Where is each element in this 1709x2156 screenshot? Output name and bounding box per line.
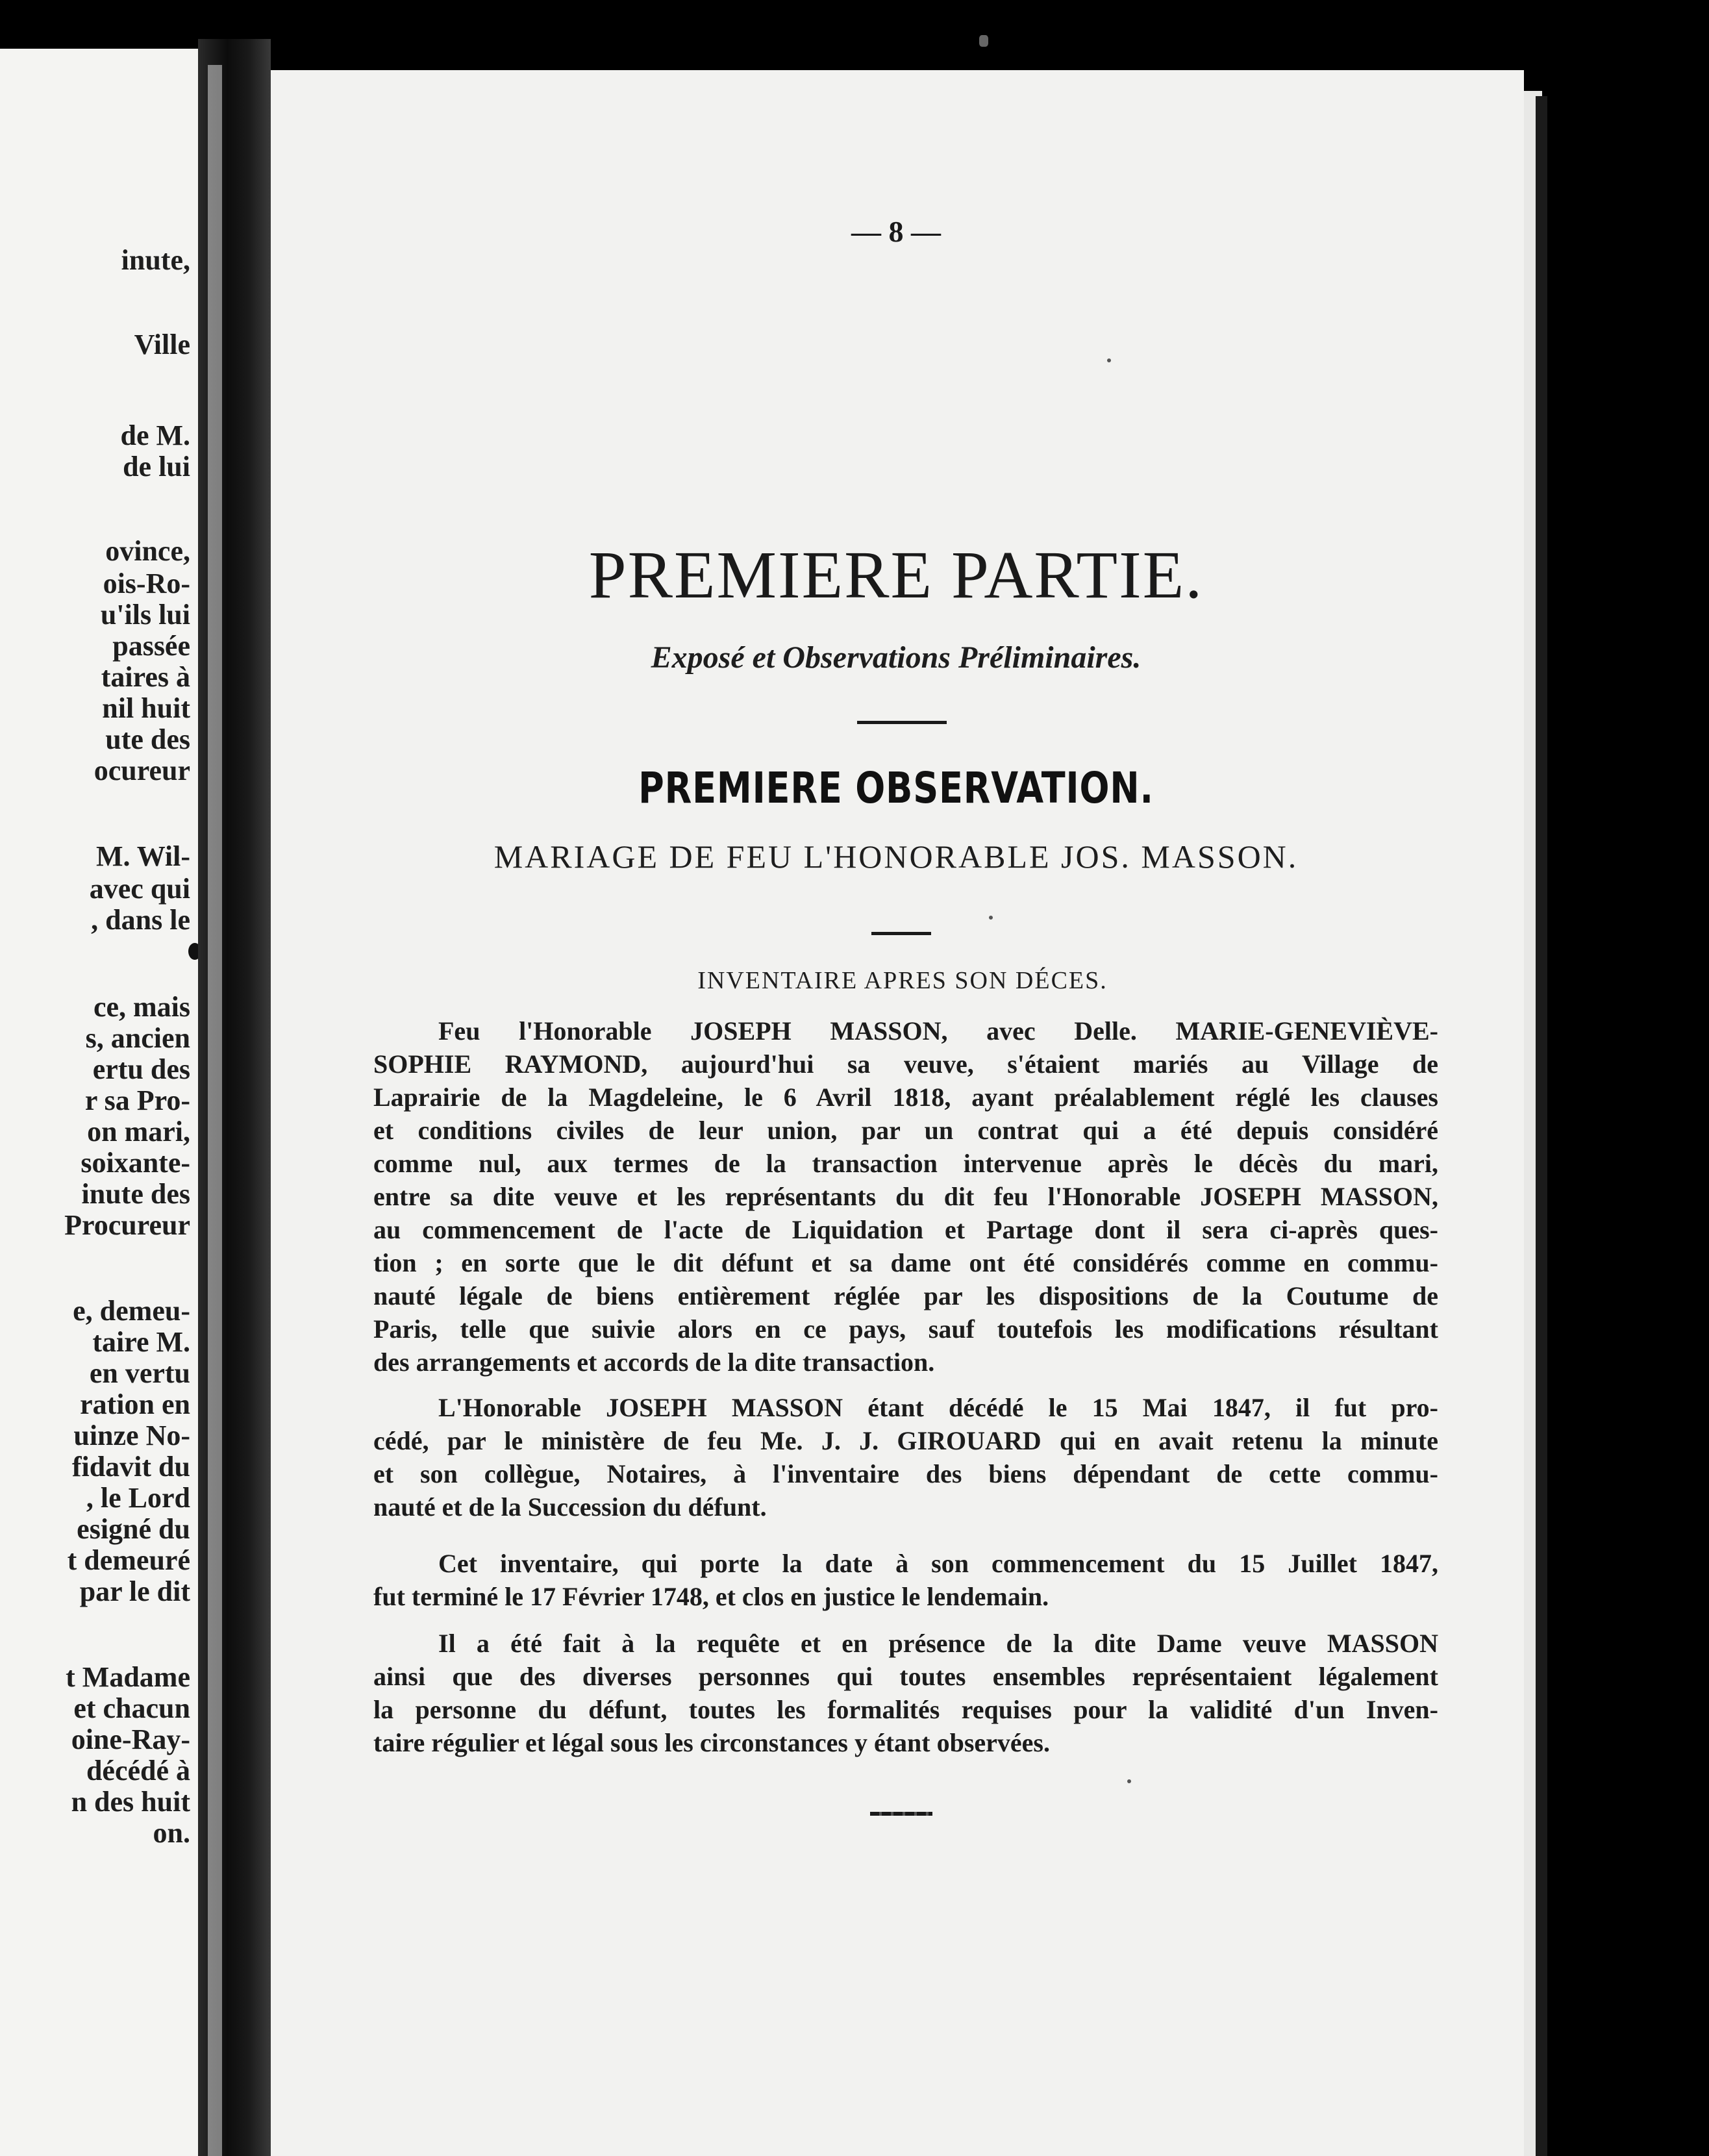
part-title: PREMIERE PARTIE. [588,538,1204,612]
observation-subtitle: MARIAGE DE FEU L'HONORABLE JOS. MASSON. [493,838,1299,875]
paragraph [373,1547,1438,1613]
left-page-fragment: Procureur [64,1209,190,1241]
page-number: — 8 — [851,215,941,248]
left-page-fragment: , dans le [91,904,190,936]
left-page-fragment: ute des [105,723,190,755]
paragraph-line: SOPHIE RAYMOND, aujourd'hui sa veuve, s'étaient mariés au Village de [373,1049,1438,1079]
paragraph-line: L'Honorable JOSEPH MASSON étant décédé le 15 Mai 1847, il fut pro- [438,1393,1438,1422]
left-page-fragment: on. [153,1817,190,1849]
left-page-fragment: , le Lord [86,1482,190,1514]
paragraph-line: fut terminé le 17 Février 1748, et clos en justice le lendemain. [373,1582,1049,1611]
left-page-fragment: en vertu [89,1357,190,1389]
left-page-fragment: oine-Ray- [71,1724,190,1755]
left-page-fragment: n des huit [71,1786,190,1818]
part-subtitle: Exposé et Observations Préliminaires. [651,640,1141,675]
paragraph [373,1391,1438,1523]
paragraph-line: des arrangements et accords de la dite transaction. [373,1348,935,1377]
paragraph-line: cédé, par le ministère de feu Me. J. J. GIROUARD qui en avait retenu la minute [373,1426,1438,1455]
left-page-fragment: t Madame [66,1661,190,1693]
previous-page-strip [0,49,198,2156]
paragraph-line: comme nul, aux termes de la transaction intervenue après le décès du mari, [373,1149,1438,1178]
left-page-fragment: inute des [81,1178,190,1210]
paragraph-line: et conditions civiles de leur union, par un contrat qui a été depuis considéré [373,1116,1438,1145]
left-page-fragment: passée [112,630,190,662]
section-heading: INVENTAIRE APRES SON DÉCES. [697,967,1108,994]
left-page-fragment: avec qui [89,873,190,905]
left-page-fragment: fidavit du [71,1451,190,1483]
paragraph-line: au commencement de l'acte de Liquidation et Partage dont il sera ci-après ques- [373,1215,1438,1244]
paragraph-line: tion ; en sorte que le dit défunt et sa dame ont été considérés comme en commu- [373,1248,1438,1277]
paragraph-line: Paris, telle que suivie alors en ce pays, sauf toutefois les modifications résultant [373,1314,1438,1344]
left-page-fragment: taires à [101,661,190,693]
left-page-fragment: ocureur [94,755,190,786]
paragraph-line: Il a été fait à la requête et en présence de la dite Dame veuve MASSON [438,1629,1438,1658]
paragraph-line: entre sa dite veuve et les représentants du dit feu l'Honorable JOSEPH MASSON, [373,1182,1438,1211]
paragraph-line: nauté légale de biens entièrement réglée par les dispositions de la Coutume de [373,1281,1438,1310]
paper-speck [1107,358,1111,362]
left-page-fragment: u'ils lui [100,599,190,631]
left-page-fragment: taire M. [92,1326,190,1358]
paragraph-line: la personne du défunt, toutes les formalités requises pour la validité d'un Inven- [373,1695,1438,1724]
left-page-fragment: décédé à [86,1755,190,1786]
left-page-fragment: de lui [123,451,190,483]
left-page-fragment: par le dit [79,1575,190,1607]
left-page-fragment: ertu des [92,1053,190,1085]
divider-rule [871,932,931,935]
left-page-fragment: on mari, [87,1116,190,1147]
left-page-fragment: soixante- [81,1147,190,1179]
left-page-fragment: ois-Ro- [103,568,190,599]
left-page-fragment: esigné du [77,1513,190,1545]
paragraph-line: taire régulier et légal sous les circonstances y étant observées. [373,1728,1050,1757]
paragraph [373,1627,1438,1759]
left-page-fragment: de M. [120,420,190,451]
paragraph-line: Feu l'Honorable JOSEPH MASSON, avec Delle. MARIE-GENEVIÈVE- [438,1016,1438,1046]
divider-rule [857,721,947,724]
left-page-fragment: s, ancien [85,1022,190,1054]
paper-speck [1127,1779,1131,1783]
paragraph-line: ainsi que des diverses personnes qui toutes ensembles représentaient légalement [373,1662,1438,1691]
left-page-fragment: t demeuré [67,1544,190,1576]
paragraph [373,1014,1438,1379]
left-page-fragment: ovince, [105,535,190,567]
book-gutter-highlight [208,65,222,2156]
left-page-fragment: inute, [121,244,190,276]
left-page-fragment: nil huit [102,692,190,724]
left-page-fragment: M. Wil- [95,840,190,872]
paper-speck [989,916,993,920]
left-page-fragment: r sa Pro- [84,1084,190,1116]
paragraph-line: Cet inventaire, qui porte la date à son commencement du 15 Juillet 1847, [438,1549,1438,1578]
left-page-fragment: uinze No- [73,1420,190,1451]
paragraph-line: et son collègue, Notaires, à l'inventaire des biens dépendant de cette commu- [373,1459,1438,1488]
observation-title: PREMIERE OBSERVATION. [638,763,1154,813]
left-page-fragment: e, demeu- [73,1295,190,1327]
page-edge-shadow [1536,96,1547,2156]
left-page-fragment: et chacun [73,1692,190,1724]
left-page-fragment: Ville [134,329,190,360]
closing-ornament-rule [870,1812,932,1816]
left-page-fragment: ration en [80,1388,190,1420]
paragraph-line: nauté et de la Succession du défunt. [373,1492,767,1522]
left-page-fragment: ce, mais [93,991,190,1023]
paragraph-line: Laprairie de la Magdeleine, le 6 Avril 1818, ayant préalablement réglé les clauses [373,1083,1438,1112]
ink-spot [979,35,988,47]
